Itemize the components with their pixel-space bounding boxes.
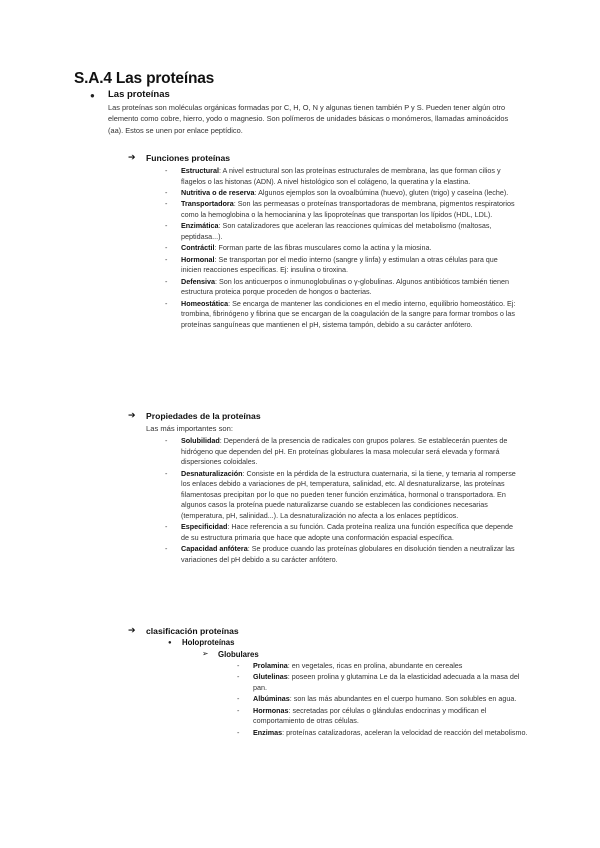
funcion-item	[165, 199, 519, 220]
arrowhead-icon: ➢	[202, 649, 209, 658]
propiedad-item	[165, 436, 519, 468]
clasificacion-term: Enzimas	[253, 727, 283, 737]
intro-paragraph: Las proteínas son moléculas orgánicas formadas por C, H, O, N y algunas tienen también P y S. Pueden tener algún otro elemento como cobre, hierro, yodo o magnesio. Son polímeros de unidades básicas o monómeros, llamadas aminoácidos (aa). Estos se unen por enlace peptídico.	[108, 103, 509, 135]
clasificacion-item	[237, 727, 529, 739]
dash-marker: -	[165, 468, 168, 478]
dash-marker: -	[237, 727, 240, 737]
propiedad-term: Solubilidad	[181, 436, 220, 445]
dash-marker: -	[165, 544, 168, 554]
propiedad-term: Especificidad	[181, 522, 228, 532]
dash-marker: -	[165, 243, 168, 253]
page-title: S.A.4 Las proteínas	[74, 70, 215, 87]
funcion-description: : Se encarga de mantener las condiciones en el medio interno, equilibrio homeostático. Ej: trombina, fibrinógeno y fibrina que se encargan de la coagulación de la sangre para formar trombos o las proteínas sanguíneas que mantienen el pH, sistema tampón, debido a su carácter anfótero.	[181, 298, 516, 329]
funcion-description: : Forman parte de las fibras musculares como la actina y la miosina.	[214, 243, 432, 253]
dash-marker: -	[237, 672, 240, 682]
section-title-clasificacion: clasificación proteínas	[146, 626, 239, 636]
arrow-icon: ➔	[128, 625, 136, 635]
globulares-title: Globulares	[218, 650, 259, 659]
funcion-item	[165, 254, 519, 276]
clasificacion-item	[237, 661, 529, 672]
funcion-term: Transportadora	[181, 199, 234, 209]
holoproteinas-title: Holoproteínas	[182, 638, 235, 647]
funcion-description: : Son catalizadores que aceleran las reacciones químicas del metabolismo (maltosas, peptidasa...).	[181, 221, 492, 241]
arrow-icon: ➔	[128, 410, 136, 420]
dash-marker: -	[165, 522, 168, 532]
clasificacion-description: : en vegetales, ricas en prolina, abundante en cereales	[287, 661, 463, 670]
propiedad-item	[165, 468, 519, 522]
funcion-term: Nutritiva o de reserva	[181, 187, 255, 197]
clasificacion-description: : secretadas por células o glándulas endocrinas y modifican el comportamiento de otras células.	[253, 705, 487, 726]
dash-marker: -	[165, 199, 168, 209]
propiedad-item	[165, 544, 519, 565]
propiedad-description: : Hace referencia a su función. Cada proteína realiza una función específica que depende de su estructura primaria que hace que adopte una conformación espacial específica.	[181, 522, 514, 542]
dash-marker: -	[165, 298, 168, 308]
dash-marker: -	[237, 694, 240, 704]
propiedad-description: : Se produce cuando las proteínas globulares en disolución tienden a neutralizar las variaciones del pH debido a su carácter anfótero.	[181, 544, 515, 564]
funcion-description: : Algunos ejemplos son la ovoalbúmina (huevo), gluten (trigo) y caseína (leche).	[254, 187, 509, 197]
funcion-description: : Se transportan por el medio interno (sangre y linfa) y estimulan a otras células para que inicien reacciones específicas. Ej: insulina o tiroxina.	[181, 254, 498, 275]
funcion-description: : Son los anticuerpos o inmunoglobulinas o γ-globulinas. Algunos antibióticos también tienen estructura proteica porque proceden de hongos o bacterias.	[181, 276, 510, 297]
funcion-description: : A nivel estructural son las proteínas estructurales de membrana, las que forman cilios y flagelos o las histonas (ADN). A nivel histológico son el colágeno, la queratina y la elastina.	[181, 166, 501, 186]
funcion-item	[165, 166, 519, 187]
funcion-term: Contráctil	[181, 243, 215, 253]
propiedad-item	[165, 522, 519, 543]
bullet-icon: ●	[168, 640, 172, 646]
propiedades-intro: Las más importantes son:	[146, 424, 233, 433]
clasificacion-item	[237, 694, 529, 705]
dash-marker: -	[165, 254, 168, 264]
propiedades-list	[165, 436, 519, 566]
section-title-proteinas: Las proteínas	[108, 89, 170, 100]
clasificacion-term: Hormonas	[253, 705, 289, 715]
propiedad-description: : Dependerá de la presencia de radicales con grupos polares. Se establecerán puentes de hidrógeno que dependen del pH. En proteínas globulares la masa molecular será elevada y formará dispersiones coloidales.	[181, 436, 508, 467]
clasificacion-description: : son las más abundantes en el cuerpo humano. Son solubles en agua.	[289, 694, 517, 704]
clasificacion-item	[237, 705, 529, 727]
funcion-term: Enzimática	[181, 221, 219, 231]
dash-marker: -	[165, 276, 168, 286]
clasificacion-term: Prolamina	[253, 661, 288, 670]
funcion-term: Estructural	[181, 166, 219, 175]
propiedad-term: Desnaturalización	[181, 468, 243, 478]
clasificacion-term: Glutelinas	[253, 672, 288, 682]
dash-marker: -	[165, 221, 168, 231]
clasificacion-description: : proteínas catalizadoras, aceleran la velocidad de reacción del metabolismo.	[282, 727, 528, 737]
funcion-term: Homeostática	[181, 298, 229, 308]
funcion-item	[165, 187, 519, 199]
clasificacion-description: : poseen prolina y glutamina Le da la elasticidad adecuada a la masa del pan.	[253, 672, 520, 692]
funcion-term: Defensiva	[181, 276, 215, 286]
dash-marker: -	[237, 661, 240, 670]
dash-marker: -	[165, 166, 168, 175]
funcion-item	[165, 243, 519, 254]
section-title-funciones: Funciones proteínas	[146, 153, 231, 163]
funcion-item	[165, 221, 519, 242]
dash-marker: -	[165, 436, 168, 445]
propiedad-description: : Consiste en la pérdida de la estructura cuaternaria, si la tiene, y ternaria al romperse los enlaces debido a variaciones de pH, temperatura, salinidad, etc. Al desnaturalizarse, las proteínas filamentosas precipitan por lo que no pueden tener función enzimática, hormonal o transportadora. En algunos casos la proteína puede naturalizarse cuando se establecen las condiciones necesarias (temperatura, pH, salinidad...). La desnaturalización no afecta a los enlaces peptídicos.	[181, 468, 516, 520]
clasificacion-term: Albúminas	[253, 694, 290, 704]
funciones-list	[165, 166, 519, 331]
funcion-item	[165, 298, 519, 331]
dash-marker: -	[165, 187, 168, 197]
section-title-propiedades: Propiedades de la proteínas	[146, 411, 261, 421]
clasificacion-item	[237, 672, 529, 693]
globulares-list	[237, 661, 529, 739]
propiedad-term: Capacidad anfótera	[181, 544, 248, 554]
funcion-item	[165, 276, 519, 298]
bullet-icon: ●	[90, 91, 95, 100]
funcion-description: : Son las permeasas o proteínas transportadoras de membrana, pigmentos respiratorios como la hemoglobina o la hemocianina y las lipoproteínas que transportan los lípidos (HDL, LDL).	[181, 199, 515, 219]
dash-marker: -	[237, 705, 240, 715]
funcion-term: Hormonal	[181, 254, 215, 264]
arrow-icon: ➔	[128, 152, 136, 162]
